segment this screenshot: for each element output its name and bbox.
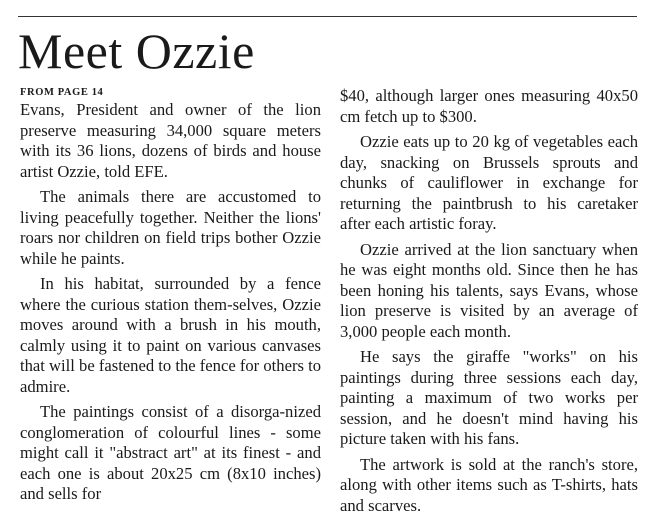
paragraph: Ozzie arrived at the lion sanctuary when he was eight months old. Since then he has been honing his talents, says Evans, whose lion preserve is visited by an average of 3,000 people each month. xyxy=(340,239,638,341)
paragraph: Ozzie eats up to 20 kg of vegetables each day, snacking on Brussels sprouts and chunks of cauliflower in exchange for returning the paintbrush to his caretaker after each artistic foray. xyxy=(340,132,638,233)
paragraph: In his habitat, surrounded by a fence where the curious station them-selves, Ozzie moves around with a brush in his mouth, calmly using it to paint on various canvases that will be fastened to the fence for others to admire. xyxy=(20,274,321,396)
paragraph: The artwork is sold at the ranch's store, along with other items such as T-shirts, hats and scarves. xyxy=(340,454,638,515)
top-rule xyxy=(18,16,637,17)
paragraph: The animals there are accustomed to living peacefully together. Neither the lions' roars nor children on field trips bother Ozzie while he paints. xyxy=(20,187,321,268)
left-column xyxy=(20,85,321,505)
paragraph: $40, although larger ones measuring 40x50 cm fetch up to $300. xyxy=(340,86,638,126)
right-column xyxy=(340,86,638,516)
paragraph: Evans, President and owner of the lion preserve measuring 34,000 square meters with its 36 lions, dozens of birds and house artist Ozzie, told EFE. xyxy=(20,100,321,181)
paragraph: The paintings consist of a disorga-nized conglomeration of colourful lines - some might call it "abstract art" at its finest - and each one is about 20x25 cm (8x10 inches) and sells for xyxy=(20,402,321,503)
jump-line: FROM PAGE 14 xyxy=(20,87,104,98)
paragraph: He says the giraffe "works" on his paintings during three sessions each day, painting a maximum of two works per session, and he doesn't mind having his picture taken with his fans. xyxy=(340,347,638,448)
headline: Meet Ozzie xyxy=(18,23,255,79)
